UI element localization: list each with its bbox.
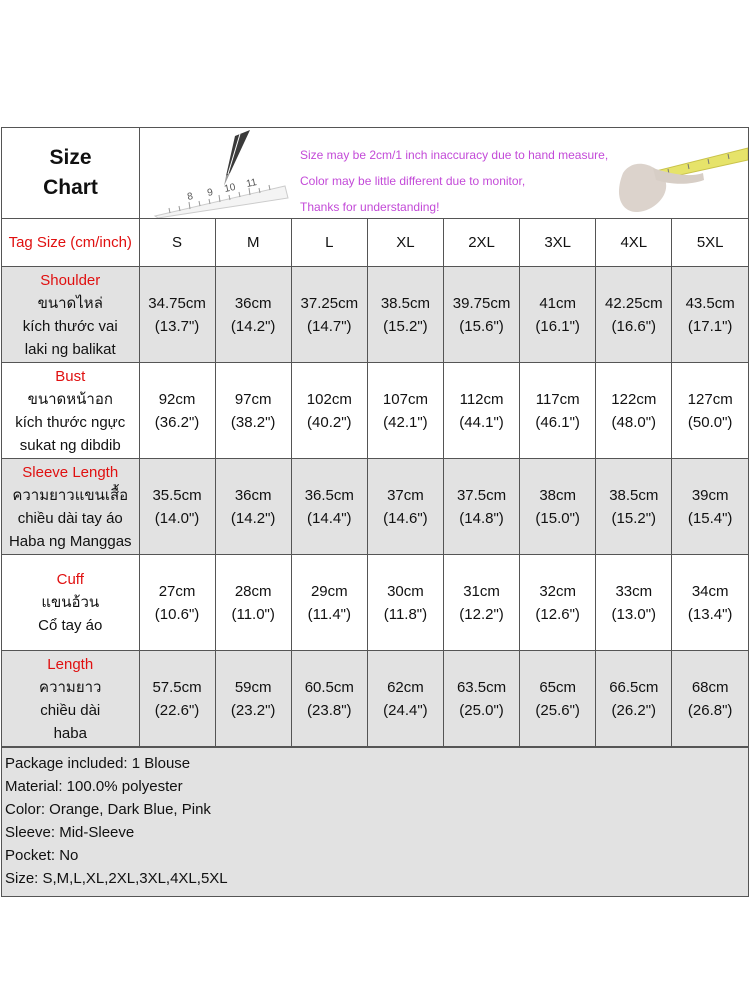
measurement-cell <box>367 555 443 651</box>
size-header: 2XL <box>444 219 520 267</box>
cm-value: 39cm <box>691 486 729 504</box>
size-header: 4XL <box>596 219 672 267</box>
tape-measure-hand-icon <box>608 128 748 218</box>
size-header: M <box>215 219 291 267</box>
size-header: 5XL <box>672 219 748 267</box>
measurement-cell <box>139 651 215 747</box>
inch-value: (14.4") <box>307 509 352 527</box>
title-line-2: Chart <box>43 176 98 199</box>
measurement-cell <box>596 459 672 555</box>
inch-value: (13.0") <box>611 605 657 623</box>
measurement-cell <box>520 363 596 459</box>
measurement-cell <box>520 651 596 747</box>
measurement-cell <box>444 651 520 747</box>
info-package: Package included: 1 Blouse <box>5 755 191 772</box>
cm-value: 34.75cm <box>148 294 206 312</box>
size-table <box>2 219 748 747</box>
inch-value: (38.2") <box>230 413 276 431</box>
inch-value: (12.6") <box>535 605 580 623</box>
row-label <box>2 459 139 555</box>
cm-value: 62cm <box>387 678 424 696</box>
inch-value: (42.1") <box>383 413 428 431</box>
measurement-cell <box>367 363 443 459</box>
measurement-row-cuff <box>2 555 748 651</box>
inch-value: (46.1") <box>535 413 580 431</box>
cm-value: 41cm <box>539 294 577 312</box>
size-header: S <box>139 219 215 267</box>
measurement-cell <box>139 555 215 651</box>
cm-value: 39.75cm <box>452 294 511 312</box>
cm-value: 35.5cm <box>152 486 202 504</box>
measurement-cell <box>139 267 215 363</box>
measurement-cell <box>139 363 215 459</box>
row-label-english: Sleeve Length <box>22 463 119 481</box>
inch-value: (15.2") <box>611 509 657 527</box>
measurement-cell <box>672 267 748 363</box>
inch-value: (25.6") <box>535 701 580 719</box>
measurement-cell <box>444 459 520 555</box>
inch-value: (44.1") <box>459 413 504 431</box>
inch-value: (14.2") <box>230 509 276 527</box>
measurement-cell <box>291 555 367 651</box>
cm-value: 107cm <box>382 390 428 408</box>
cm-value: 122cm <box>611 390 657 408</box>
inch-value: (16.1") <box>535 317 580 335</box>
measurement-cell <box>444 267 520 363</box>
row-label-vietnamese: Cổ tay áo <box>38 617 103 634</box>
measurement-cell <box>520 267 596 363</box>
cm-value: 60.5cm <box>304 678 354 696</box>
row-label <box>2 267 139 363</box>
note-line: Thanks for understanding! <box>300 200 440 214</box>
inch-value: (48.0") <box>611 413 657 431</box>
inch-value: (16.6") <box>611 317 657 335</box>
cm-value: 37.25cm <box>300 294 359 312</box>
inch-value: (15.0") <box>535 509 580 527</box>
measurement-row-sleeve-length <box>2 459 748 555</box>
cm-value: 43.5cm <box>685 294 735 312</box>
measurement-cell <box>367 651 443 747</box>
inch-value: (24.4") <box>383 701 428 719</box>
pen-ruler-icon <box>150 128 290 218</box>
inch-value: (11.0") <box>231 605 275 623</box>
inch-value: (26.8") <box>687 701 733 719</box>
measurement-cell <box>215 363 291 459</box>
row-label-vietnamese: chiều dài <box>40 701 101 719</box>
inch-value: (10.6") <box>154 605 200 623</box>
inch-value: (12.2") <box>459 605 504 623</box>
cm-value: 66.5cm <box>609 678 659 696</box>
row-label <box>2 363 139 459</box>
chart-title <box>2 128 140 218</box>
measurement-cell <box>520 459 596 555</box>
measurement-cell <box>367 459 443 555</box>
title-line-1: Size <box>49 146 92 169</box>
inch-value: (14.0") <box>154 509 200 527</box>
cm-value: 112cm <box>459 390 504 408</box>
size-chart <box>1 127 749 897</box>
info-pocket: Pocket: No <box>5 847 79 864</box>
tag-size-label: Tag Size (cm/inch) <box>2 219 139 267</box>
inch-value: (23.2") <box>230 701 276 719</box>
info-color: Color: Orange, Dark Blue, Pink <box>5 801 211 818</box>
inch-value: (11.4") <box>307 605 352 623</box>
row-label <box>2 651 139 747</box>
measurement-cell <box>291 651 367 747</box>
inch-value: (22.6") <box>154 701 200 719</box>
cm-value: 97cm <box>234 390 272 408</box>
row-label <box>2 555 139 651</box>
size-header: L <box>291 219 367 267</box>
chart-header <box>2 128 748 219</box>
measurement-cell <box>596 363 672 459</box>
inch-value: (15.2") <box>383 317 428 335</box>
measurement-cell <box>215 555 291 651</box>
row-label-thai: ความยาวแขนเสื้อ <box>12 486 129 504</box>
inch-value: (11.8") <box>383 605 428 623</box>
inch-value: (14.8") <box>459 509 504 527</box>
cm-value: 127cm <box>687 390 733 408</box>
measurement-cell <box>520 555 596 651</box>
cm-value: 36cm <box>234 486 272 504</box>
ruler-number: 11 <box>245 177 258 190</box>
inch-value: (13.4") <box>687 605 733 623</box>
measurement-cell <box>672 555 748 651</box>
cm-value: 102cm <box>306 390 352 408</box>
inch-value: (15.6") <box>459 317 504 335</box>
inch-value: (14.7") <box>307 317 352 335</box>
inch-value: (36.2") <box>154 413 200 431</box>
row-label-thai: ขนาดหน้าอก <box>27 390 113 408</box>
cm-value: 27cm <box>158 582 196 600</box>
inch-value: (15.4") <box>687 509 733 527</box>
inch-value: (14.2") <box>230 317 276 335</box>
measurement-cell <box>291 459 367 555</box>
measurement-cell <box>291 267 367 363</box>
cm-value: 28cm <box>234 582 272 600</box>
row-label-filipino: Haba ng Manggas <box>8 532 132 550</box>
cm-value: 42.25cm <box>605 294 663 312</box>
inch-value: (25.0") <box>459 701 504 719</box>
cm-value: 32cm <box>539 582 577 600</box>
cm-value: 37cm <box>387 486 424 504</box>
product-info <box>2 747 748 896</box>
cm-value: 38.5cm <box>609 486 659 504</box>
measurement-cell <box>367 267 443 363</box>
inch-value: (14.6") <box>383 509 428 527</box>
cm-value: 33cm <box>615 582 653 600</box>
inch-value: (26.2") <box>611 701 657 719</box>
size-header: 3XL <box>520 219 596 267</box>
row-label-filipino: sukat ng dibdib <box>19 436 121 454</box>
row-label-english: Length <box>47 655 94 673</box>
measurement-cell <box>215 459 291 555</box>
cm-value: 37.5cm <box>456 486 507 504</box>
row-label-vietnamese: kích thước ngực <box>15 413 126 431</box>
row-label-vietnamese: kích thước vai <box>22 317 118 335</box>
row-label-english: Cuff <box>56 571 84 588</box>
cm-value: 65cm <box>539 678 577 696</box>
cm-value: 34cm <box>691 582 729 600</box>
cm-value: 38.5cm <box>380 294 431 312</box>
measurement-cell <box>444 363 520 459</box>
measurement-cell <box>596 651 672 747</box>
measurement-row-bust <box>2 363 748 459</box>
inch-value: (50.0") <box>687 413 733 431</box>
info-sleeve: Sleeve: Mid-Sleeve <box>5 824 135 841</box>
measurement-row-shoulder <box>2 267 748 363</box>
cm-value: 63.5cm <box>456 678 507 696</box>
ruler-number: 9 <box>206 187 215 199</box>
measurement-cell <box>672 651 748 747</box>
measurement-cell <box>139 459 215 555</box>
cm-value: 92cm <box>158 390 196 408</box>
row-label-english: Shoulder <box>40 271 101 289</box>
cm-value: 36.5cm <box>304 486 354 504</box>
cm-value: 57.5cm <box>152 678 202 696</box>
row-label-thai: ความยาว <box>39 678 102 696</box>
row-label-english: Bust <box>55 367 86 385</box>
measurement-cell <box>596 555 672 651</box>
row-label-filipino: laki ng balikat <box>24 340 116 358</box>
info-material: Material: 100.0% polyester <box>5 778 183 795</box>
cm-value: 68cm <box>691 678 729 696</box>
inch-value: (40.2") <box>307 413 352 431</box>
measurement-cell <box>444 555 520 651</box>
inch-value: (23.8") <box>307 701 352 719</box>
cm-value: 59cm <box>234 678 272 696</box>
ruler-number: 8 <box>186 191 195 203</box>
tag-size-row <box>2 219 748 267</box>
row-label-filipino: haba <box>53 724 87 742</box>
measurement-cell <box>215 267 291 363</box>
cm-value: 36cm <box>234 294 272 312</box>
note-line: Color may be little different due to monitor, <box>300 174 526 188</box>
inch-value: (17.1") <box>687 317 733 335</box>
row-label-vietnamese: chiều dài tay áo <box>17 509 123 527</box>
size-header: XL <box>367 219 443 267</box>
note-line: Size may be 2cm/1 inch inaccuracy due to hand measure, <box>300 148 609 162</box>
measurement-row-length <box>2 651 748 747</box>
row-label-thai: แขนอ้วน <box>41 594 100 611</box>
cm-value: 117cm <box>535 390 580 408</box>
cm-value: 29cm <box>310 582 348 600</box>
measurement-banner <box>140 128 748 218</box>
cm-value: 38cm <box>539 486 577 504</box>
measurement-notes <box>300 142 608 218</box>
cm-value: 31cm <box>463 582 500 600</box>
row-label-thai: ขนาดไหล่ <box>37 294 103 312</box>
measurement-cell <box>672 459 748 555</box>
inch-value: (13.7") <box>154 317 200 335</box>
ruler-number: 10 <box>223 181 237 195</box>
measurement-cell <box>215 651 291 747</box>
info-size: Size: S,M,L,XL,2XL,3XL,4XL,5XL <box>5 870 228 887</box>
measurement-cell <box>596 267 672 363</box>
cm-value: 30cm <box>387 582 424 600</box>
measurement-cell <box>291 363 367 459</box>
measurement-cell <box>672 363 748 459</box>
